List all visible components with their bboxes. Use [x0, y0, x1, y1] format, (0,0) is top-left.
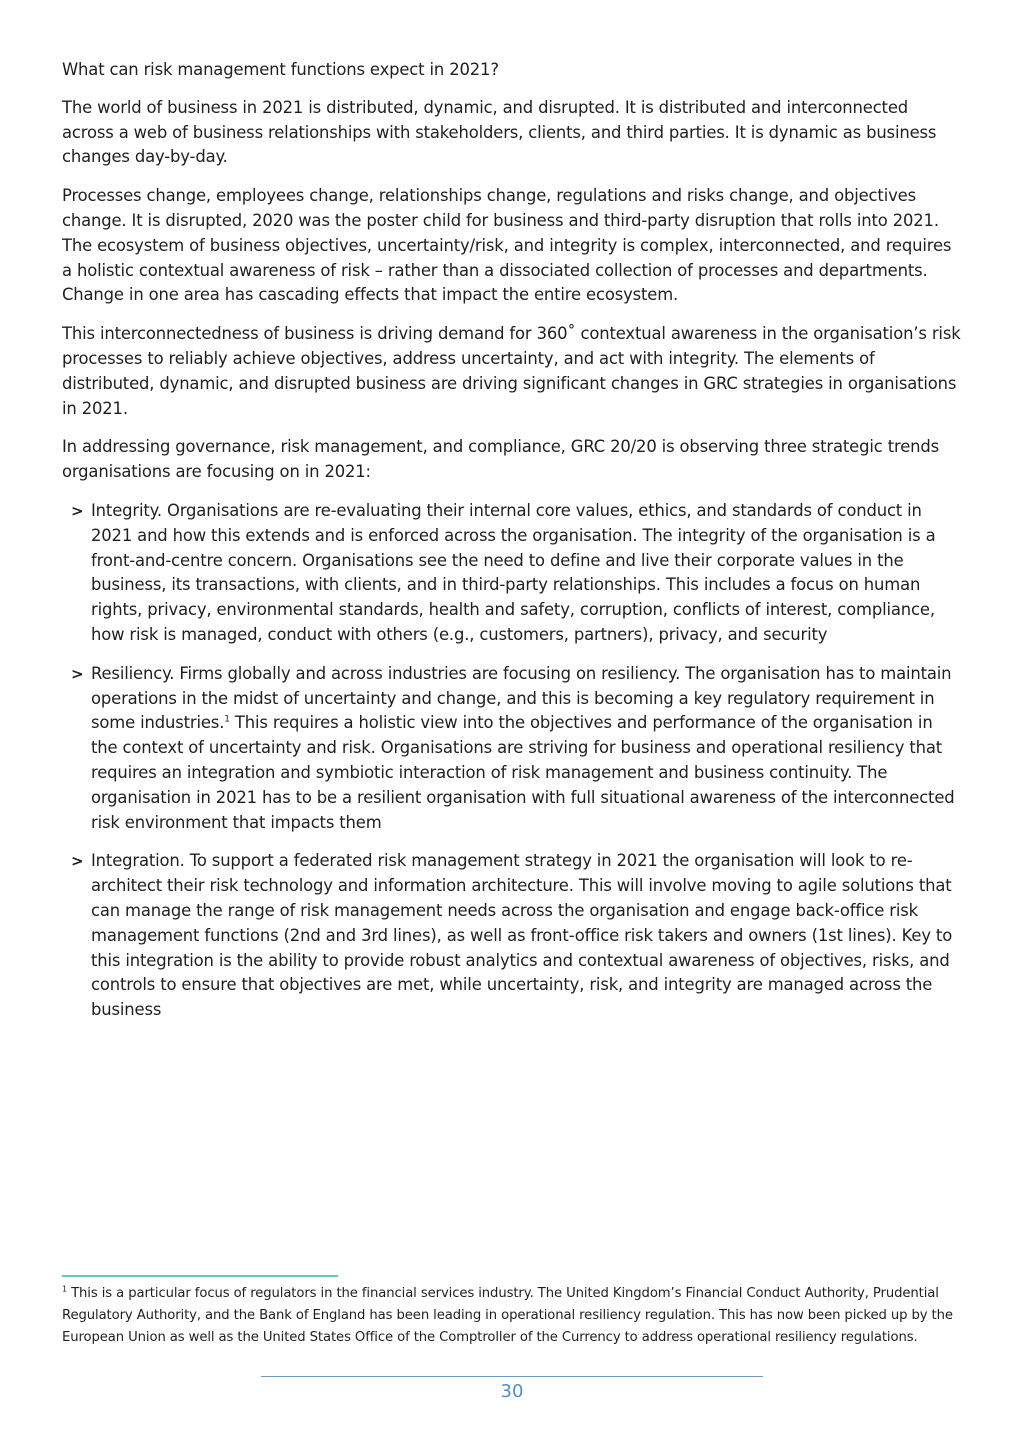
- page-footer-divider: [261, 1376, 763, 1377]
- footnote-divider: [62, 1275, 338, 1277]
- trend-list: [62, 499, 962, 1023]
- chevron-right-icon: >: [71, 852, 84, 871]
- body-paragraph: Processes change, employees change, relationships change, regulations and risks change, and objectives change. It is disrupted, 2020 was the poster child for business and third-party disruption that rolls into 2021. The ecosystem of business objectives, uncertainty/risk, and integrity is complex, interconnected, and requires a holistic contextual awareness of risk – rather than a dissociated collection of processes and departments. Change in one area has cascading effects that impact the entire ecosystem.: [62, 186, 952, 305]
- chevron-right-icon: >: [71, 501, 84, 520]
- chevron-right-icon: >: [71, 664, 84, 683]
- list-item-text-part: Resiliency. Firms globally and across industries are focusing on resiliency. The organisation has to maintain operations in the midst of uncertainty and change, and this is becoming a key regulatory requirement in some industries.: [91, 663, 952, 733]
- list-item-integration: [62, 849, 962, 1023]
- body-paragraph: The world of business in 2021 is distributed, dynamic, and disrupted. It is distributed and interconnected across a web of business relationships with stakeholders, clients, and third parties. It is dynamic as business changes day-by-day.: [62, 97, 937, 167]
- section-heading: What can risk management functions expect in 2021?: [62, 60, 499, 79]
- list-item-text: [91, 664, 955, 832]
- footnote-reference[interactable]: 1: [224, 714, 230, 725]
- list-item-text-part: This requires a holistic view into the objectives and performance of the organisation in the context of uncertainty and risk. Organisations are striving for business and operational resiliency that requires an integration and symbiotic interaction of risk management and business continuity. The organisation in 2021 has to be a resilient organisation with full situational awareness of the interconnected risk environment that impacts them: [91, 713, 955, 832]
- body-paragraph: This interconnectedness of business is driving demand for 360˚ contextual awareness in the organisation’s risk processes to reliably achieve objectives, address uncertainty, and act with integrity. The elements of distributed, dynamic, and disrupted business are driving significant changes in GRC strategies in organisations in 2021.: [62, 324, 961, 418]
- page-number: 30: [500, 1381, 524, 1402]
- footnote-number: 1: [62, 1284, 67, 1294]
- list-item-text: Integrity. Organisations are re-evaluating their internal core values, ethics, and standards of conduct in 2021 and how this extends and is enforced across the organisation. The integrity of the organisation is a front-and-centre concern. Organisations see the need to define and live their corporate values in the business, its transactions, with clients, and in third-party relationships. This includes a focus on human rights, privacy, environmental standards, health and safety, corruption, conflicts of interest, compliance, how risk is managed, conduct with others (e.g., customers, partners), privacy, and security: [91, 500, 936, 644]
- list-item-text: Integration. To support a federated risk management strategy in 2021 the organisation will look to re-architect their risk technology and information architecture. This will involve moving to agile solutions that can manage the range of risk management needs across the organisation and engage back-office risk management functions (2nd and 3rd lines), as well as front-office risk takers and owners (1st lines). Key to this integration is the ability to provide robust analytics and contextual awareness of objectives, risks, and controls to ensure that objectives are met, while uncertainty, risk, and integrity are managed across the business: [91, 851, 953, 1020]
- list-item-resiliency: [62, 662, 962, 836]
- page-content: [62, 58, 962, 1037]
- list-item-integrity: [62, 499, 962, 648]
- footnote: [62, 1283, 962, 1349]
- footnote-text: This is a particular focus of regulators in the financial services industry. The United Kingdom’s Financial Conduct Authority, Prudential Regulatory Authority, and the Bank of England has been leading in operational resiliency regulation. This has now been picked up by the European Union as well as the United States Office of the Comptroller of the Currency to address operational resiliency regulations.: [62, 1286, 953, 1345]
- body-paragraph: In addressing governance, risk management, and compliance, GRC 20/20 is observing three strategic trends organisations are focusing on in 2021:: [62, 437, 940, 482]
